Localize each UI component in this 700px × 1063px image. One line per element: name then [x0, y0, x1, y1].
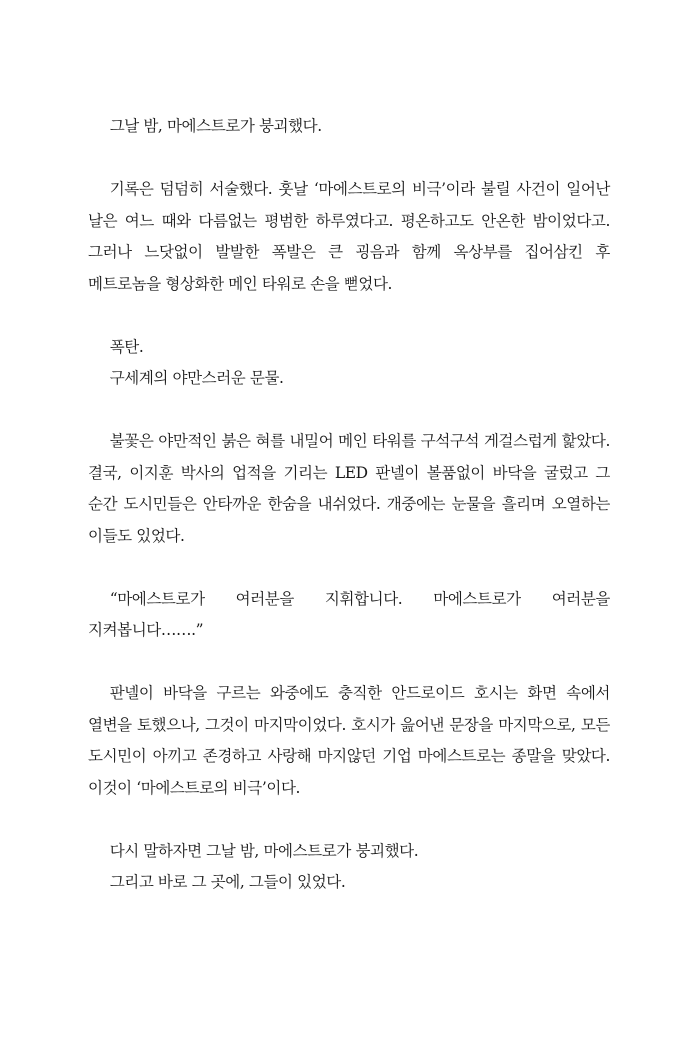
paragraph-line: 그리고 바로 그 곳에, 그들이 있었다.: [109, 873, 346, 891]
paragraph: 불꽃은 야만적인 붉은 혀를 내밀어 메인 타워를 구석구석 게걸스럽게 핥았다. 결국, 이지훈 박사의 업적을 기리는 LED 판넬이 볼품없이 바닥을 굴렀고 그 순간 도시민들은 안타까운 한숨을 내쉬었다. 개중에는 눈물을 흘리며 오열하는 이들도 있었다.: [88, 432, 610, 545]
paragraph: 판넬이 바닥을 구르는 와중에도 충직한 안드로이드 호시는 화면 속에서 열변을 토했으나, 그것이 마지막이었다. 호시가 읊어낸 문장을 마지막으로, 모든 도시민이 아끼고 존경하고 사랑해 마지않던 기업 마에스트로는 종말을 맞았다. 이것이 ‘마에스트로의 비극’이다.: [88, 684, 610, 797]
paragraph-group: [88, 836, 610, 899]
paragraph: 그날 밤, 마에스트로가 붕괴했다.: [109, 117, 322, 135]
body-text: [88, 111, 610, 930]
paragraph-line: 다시 말하자면 그날 밤, 마에스트로가 붕괴했다.: [109, 841, 419, 860]
paragraph-line: 폭탄.: [109, 337, 144, 356]
paragraph-line: 구세계의 야만스러운 문물.: [109, 369, 284, 387]
dialogue-paragraph: “마에스트로가 여러분을 지휘합니다. 마에스트로가 여러분을 지켜봅니다…….”: [88, 589, 610, 639]
paragraph-group: [88, 332, 610, 395]
paragraph: 기록은 덤덤히 서술했다. 훗날 ‘마에스트로의 비극’이라 불릴 사건이 일어난 날은 여느 때와 다름없는 평범한 하루였다고. 평온하고도 안온한 밤이었다고. 그러나 느닷없이 발발한 폭발은 큰 굉음과 함께 옥상부를 집어삼킨 후 메트로놈을 형상화한 메인 타워로 손을 뻗었다.: [88, 180, 610, 293]
